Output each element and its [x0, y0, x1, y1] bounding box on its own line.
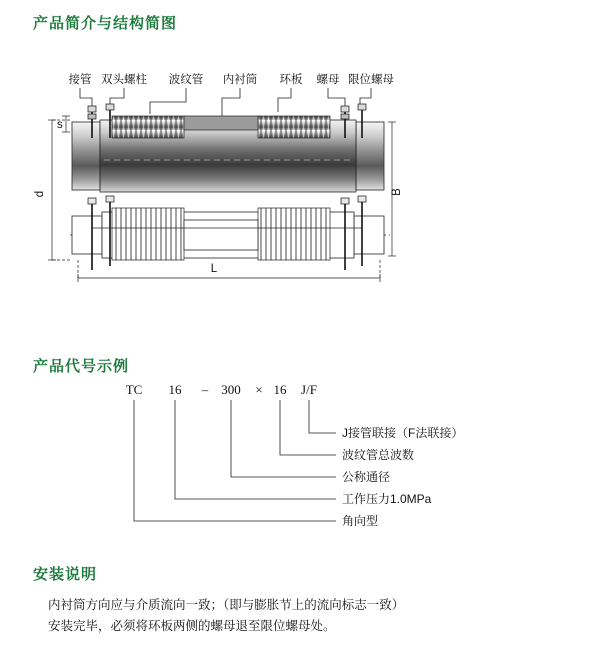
callout-label: 环板 — [279, 74, 303, 86]
callout-label: 内衬筒 — [222, 74, 258, 86]
structure-diagram — [0, 60, 600, 300]
code-token: J/F — [301, 382, 317, 397]
callout-label: 限位螺母 — [348, 74, 394, 86]
code-description: J接管联接（F法联接） — [342, 426, 464, 440]
section-title-structure: 产品简介与结构简图 — [33, 15, 178, 32]
callout-labels — [69, 72, 395, 86]
code-tokens — [126, 382, 317, 397]
code-description: 公称通径 — [342, 470, 391, 484]
code-description: 角向型 — [342, 514, 379, 528]
callout-label: 波纹管 — [168, 74, 204, 86]
code-token: × — [255, 382, 263, 397]
code-description: 波纹管总波数 — [342, 448, 415, 462]
code-token: 16 — [273, 382, 287, 397]
callout-label: 双头螺柱 — [101, 74, 147, 86]
product-code-diagram — [0, 378, 600, 543]
callout-label: 螺母 — [316, 74, 340, 86]
install-note-line: 内衬筒方向应与介质流向一致；（即与膨胀节上的流向标志一致） — [48, 598, 405, 612]
dimension-label-s: s — [57, 119, 63, 131]
section-title-install: 安装说明 — [33, 566, 98, 583]
dimension-label-d: d — [34, 190, 46, 198]
bottom-view-assembly — [70, 196, 390, 270]
code-leader-lines — [134, 400, 336, 521]
code-token: 300 — [221, 382, 241, 397]
top-view-assembly — [72, 104, 384, 192]
code-token: – — [201, 382, 209, 397]
install-note-line: 安装完毕，必须将环板两侧的螺母退至限位螺母处。 — [48, 619, 336, 633]
dimension-label-B: B — [391, 188, 403, 196]
code-token: 16 — [168, 382, 182, 397]
code-descriptions — [342, 425, 463, 528]
callout-label: 接管 — [68, 74, 92, 86]
dimension-label-L: L — [210, 263, 218, 275]
code-token: TC — [125, 382, 143, 397]
install-notes — [48, 595, 568, 637]
code-description: 工作压力1.0MPa — [342, 492, 432, 506]
section-title-code: 产品代号示例 — [33, 358, 130, 375]
